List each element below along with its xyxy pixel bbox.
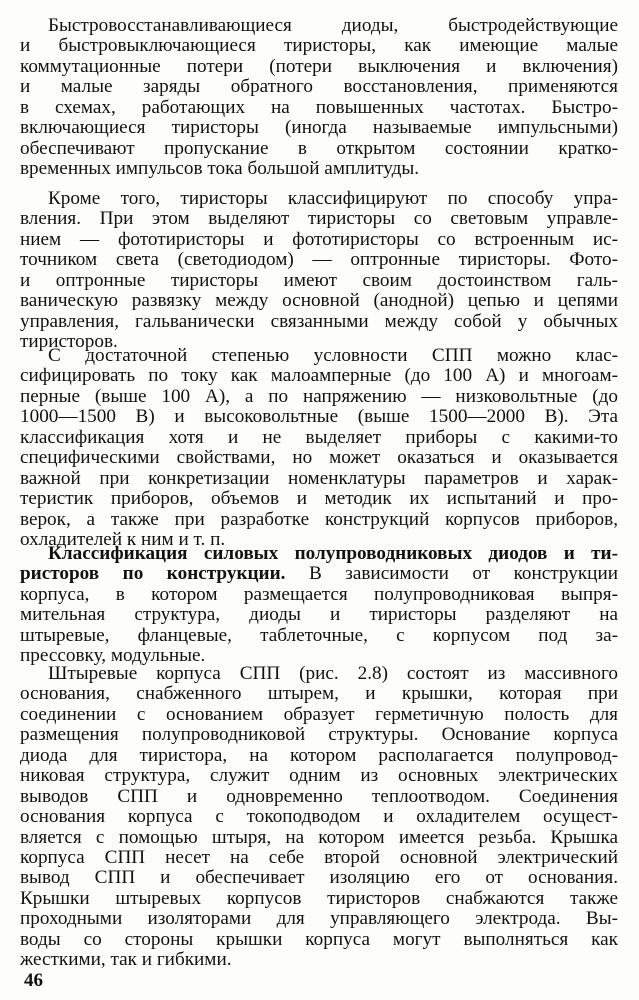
text-line: включающиеся тиристоры (иногда называемые импульсными): [20, 117, 618, 139]
text-line: проходными изоляторами для управляющего электрода. Вы-: [20, 908, 618, 930]
text-line: выводов СПП и одновременно теплоотводом. Соединения: [20, 785, 618, 807]
page-number: 46: [24, 970, 43, 991]
paragraph-1: [20, 16, 618, 180]
text-line: [20, 564, 618, 584]
text-line: вляется с помощью штыря, на котором имеется резьба. Крышка: [20, 826, 618, 848]
text-line: сифицировать по току как малоамперные (до 100 А) и многоам-: [20, 365, 618, 387]
text-line: прессовку, модульные.: [20, 645, 206, 667]
text-line: специфическими свойствами, но может оказаться и оказывается: [20, 447, 618, 469]
text-line: временных импульсов тока большой амплитуды.: [20, 158, 420, 180]
text-line: соединении с основанием образует герметичную полость для: [20, 703, 618, 725]
text-line: управления, гальванически связанными между собой у обычных: [20, 310, 618, 332]
text-line: Кроме того, тиристоры классифицируют по способу упра-: [48, 188, 618, 209]
text-line: коммутационные потери (потери выключения и включения): [20, 55, 618, 77]
text-line: вления. При этом выделяют тиристоры со световым управле-: [20, 208, 618, 230]
text-line: и оптронные тиристоры имеют своим достоинством галь-: [20, 269, 618, 291]
text-line: никовая структура, служит одним из основных электрических: [20, 765, 618, 787]
text-line: жесткими, так и гибкими.: [20, 949, 232, 971]
text-line: охладителей к ним и т. п.: [20, 528, 226, 550]
text-line: размещения полупроводниковой структуры. Основание корпуса: [20, 724, 618, 746]
section-heading: Классификация силовых полупроводниковых диодов и ти-: [48, 543, 618, 564]
paragraph-3: [20, 346, 618, 550]
section-heading-end: ристоров по конструкции.: [20, 563, 286, 585]
text-line: ваническую развязку между основной (анодной) цепью и цепями: [20, 290, 618, 312]
paragraph-5: [20, 664, 618, 971]
text-line: и малые заряды обратного восстановления, применяются: [20, 76, 618, 98]
text-line: верок, а также при разработке конструкций корпусов приборов,: [20, 508, 618, 530]
text-line: нием — фототиристоры и фототиристоры со встроенным ис-: [20, 228, 618, 250]
text-line: и быстровыключающиеся тиристоры, как имеющие малые: [20, 35, 618, 57]
text-line: основания корпуса с токоподводом и охладителем осущест-: [20, 806, 618, 828]
text-line: штыревые, фланцевые, таблеточные, с корпусом под за-: [20, 624, 618, 646]
text-line: перные (выше 100 А), а по напряжению — низковольтные (до: [20, 385, 618, 407]
text-line: корпуса СПП несет на себе второй основной электрический: [20, 846, 618, 868]
text-line: важной при конкретизации номенклатуры параметров и харак-: [20, 467, 618, 489]
text-line: [20, 544, 618, 564]
text-line: воды со стороны крышки корпуса могут выполняться как: [20, 928, 618, 950]
text-line: основания, снабженного штырем, и крышки, которая при: [20, 683, 618, 705]
text-line: точником света (светодиодом) — оптронные тиристоры. Фото-: [20, 249, 618, 271]
text-line: классификация хотя и не выделяет приборы с какими-то: [20, 426, 618, 448]
text-run: В зависимости от конструкции: [285, 563, 618, 585]
text-line: теристик приборов, объемов и методик их испытаний и про-: [20, 488, 618, 510]
text-line: С достаточной степенью условности СПП можно клас-: [48, 345, 618, 366]
text-line: 1000—1500 В) и высоковольтные (выше 1500—2000 В). Эта: [20, 406, 618, 428]
paragraph-2: [20, 189, 618, 353]
text-line: диода для тиристора, на котором располагается полупровод-: [20, 744, 618, 766]
text-line: Штыревые корпуса СПП (рис. 2.8) состоят из массивного: [48, 663, 618, 684]
text-line: Быстровосстанавливающиеся диоды, быстродействующие: [48, 15, 618, 36]
text-line: обеспечивают пропускание в открытом состоянии кратко-: [20, 137, 618, 159]
text-line: мительная структура, диоды и тиристоры разделяют на: [20, 604, 618, 626]
text-line: корпуса, в котором размещается полупроводниковая выпря-: [20, 583, 618, 605]
text-line: вывод СПП и обеспечивает изоляцию его от основания.: [20, 867, 618, 889]
paragraph-4: [20, 544, 618, 667]
text-line: Крышки штыревых корпусов тиристоров снабжаются также: [20, 887, 618, 909]
text-line: тиристоров.: [20, 331, 118, 353]
text-line: в схемах, работающих на повышенных частотах. Быстро-: [20, 96, 618, 118]
